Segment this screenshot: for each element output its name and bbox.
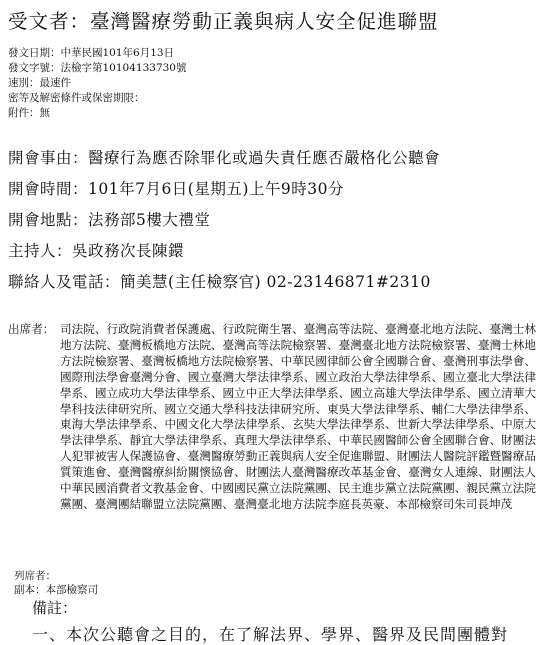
note-item-1: 一、本次公聽會之目的，在了解法界、學界、醫界及民間團體對: [32, 625, 509, 644]
issue-date: 發文日期：中華民國101年6月13日: [8, 47, 175, 59]
delivery-speed: 速別：最速件: [8, 77, 71, 89]
notes-label: 備註：: [32, 599, 78, 617]
copy-recipient: 副本：本部檢察司: [14, 584, 98, 596]
recipient-line: 受文者：臺灣醫療勞動正義與病人安全促進聯盟: [8, 10, 439, 33]
meeting-host: 主持人：吳政務次長陳鐶: [8, 242, 185, 260]
meeting-time: 開會時間：101年7月6日(星期五)上午9時30分: [8, 180, 344, 198]
attachment: 附件：無: [8, 107, 50, 119]
attendees-label: 出席者：: [8, 322, 55, 336]
present-label: 列席者：: [14, 570, 56, 582]
document-number: 發文字號：法檢字第10104133730號: [8, 62, 187, 74]
attendees-section: [8, 322, 536, 513]
contact-line: [8, 270, 431, 292]
secrecy-level: 密等及解密條件或保密期限：: [8, 92, 145, 104]
attendees-list: 司法院、行政院消費者保護處、行政院衛生署、臺灣高等法院、臺灣臺北地方法院、臺灣士林地方法院、臺灣板橋地方法院、臺灣高等法院檢察署、臺灣臺北地方法院檢察署、臺灣士林地方法院檢察署、臺灣板橋地方法院檢察署、中華民國律師公會全國聯合會、臺灣刑事法學會、國際刑法學會臺灣分會、國立臺灣大學法律學系、國立政治大學法律學系、國立臺北大學法律學系、國立成功大學法律學系、國立中正大學法律學系、國立高雄大學法律學系、國立清華大學科技法律研究所、國立交通大學科技法律研究所、東吳大學法律學系、輔仁大學法律學系、東海大學法律學系、中國文化大學法律學系、玄奘大學法律學系、世新大學法律學系、中原大學法律學系、靜宜大學法律學系、真理大學法律學系、中華民國醫師公會全國聯合會、財團法人犯罪被害人保護協會、臺灣醫療勞動正義與病人安全促進聯盟、財團法人醫院評鑑暨醫療品質策進會、臺灣醫療糾紛關懷協會、財團法人臺灣醫療改革基金會、臺灣女人連線、財團法人中華民國消費者文教基金會、中國國民黨立法院黨團、民主進步黨立法院黨團、親民黨立法院黨團、臺灣團結聯盟立法院黨團、臺灣臺北地方法院李庭長英豪、本部檢察司朱司長坤茂: [60, 322, 536, 511]
contact-label: 聯絡人及電話：: [8, 273, 121, 291]
meeting-subject: 開會事由：醫療行為應否除罪化或過失責任應否嚴格化公聽會: [8, 149, 441, 167]
meeting-place: 開會地點：法務部5樓大禮堂: [8, 211, 211, 229]
document-metadata: [8, 46, 186, 121]
contact-value: 簡美慧(主任檢察官) 02-23146871#2310: [120, 273, 431, 291]
